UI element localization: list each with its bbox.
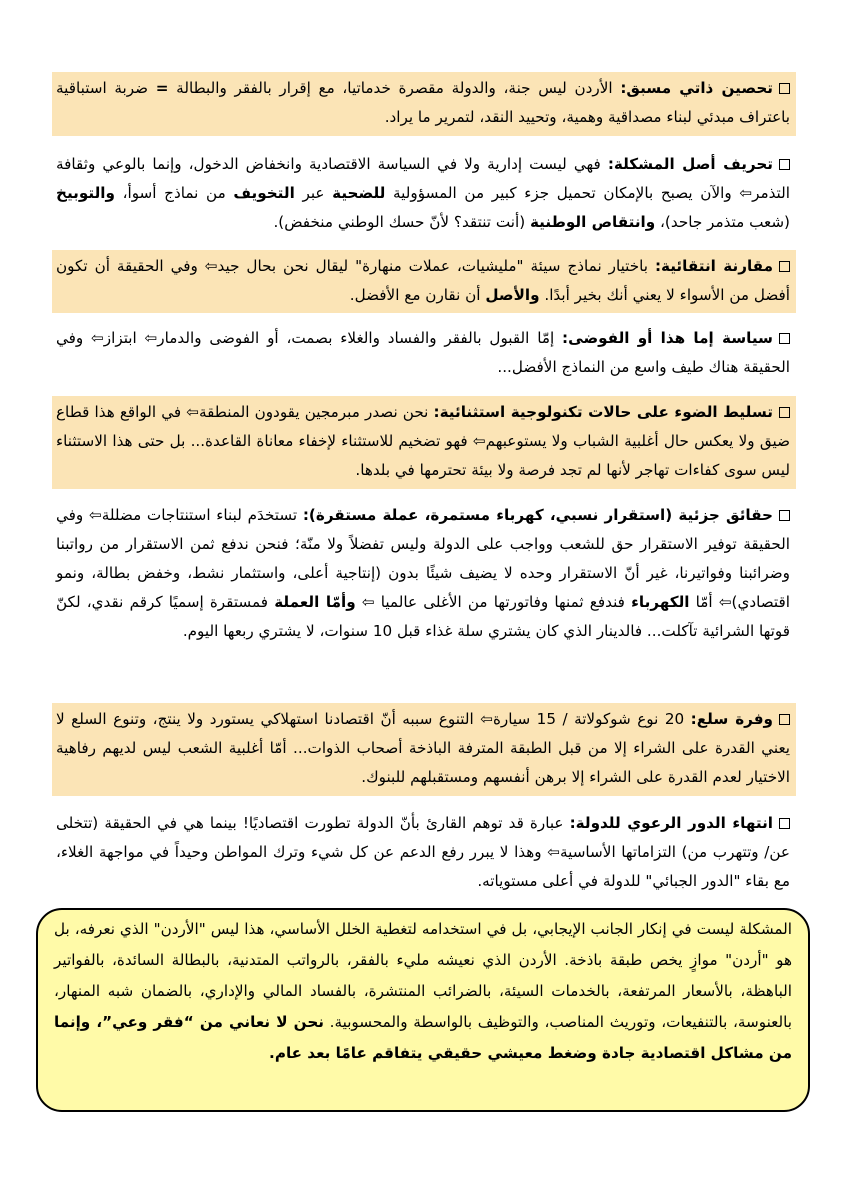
point-title: مقارنة انتقائية: <box>654 257 773 275</box>
point-title: تحصين ذاتي مسبق: <box>620 79 773 97</box>
point-item <box>52 396 796 489</box>
point-text: (شعب متذمر جاحد)، <box>655 213 790 231</box>
point-text: الأردن ليس جنة، والدولة مقصرة خدماتيا، مع إقرار بالفقر والبطالة <box>168 79 621 97</box>
checkbox-square-icon <box>779 714 790 725</box>
point-item <box>52 807 796 901</box>
checkbox-square-icon <box>779 261 790 272</box>
point-item <box>52 148 796 241</box>
point-text: عبارة قد توهم القارئ بأنّ الدولة تطورت اقتصاديًا! بينما هي في الحقيقة (تتخلى عن/ وتتهرب من) التزاماتها الأساسية⇦ وهذا لا يبرر رفع الدعم عن كل شيء وترك المواطن وحيداً في مواجهة الغلاء، مع بقاء "الدور الجبائي" للدولة في أعلى مستوياته. <box>56 814 790 890</box>
point-title: حقائق جزئية (استقرار نسبي، كهرباء مستمرة، عملة مستقرة): <box>302 506 773 524</box>
point-item <box>52 72 796 136</box>
point-text: فندفع ثمنها وفاتورتها من الأغلى عالميا ⇦ <box>355 593 632 611</box>
checkbox-square-icon <box>779 407 790 418</box>
conclusion-text: المشكلة ليست في إنكار الجانب الإيجابي، بل في استخدامه لتغطية الخلل الأساسي، هذا ليس "الأردن" الذي نعرفه، بل هو "أردن" موازٍ يخص طبقة باذخة. الأردن الذي نعيشه مليء بالفقر، بالرواتب المتدنية، بالبطالة السائدة، بالفواتير الباهظة، بالأسعار المرتفعة، بالخدمات السيئة، بالضرائب المنتشرة، بالفساد المالي والإداري، بالضمان شبه المنهار، بالعنوسة، بالتنفيعات، وتوريث المناصب، والتوظيف بالواسطة والمحسوبية. <box>54 920 792 1031</box>
point-emphasis: وأمّا العملة <box>274 593 356 611</box>
point-title: سياسة إما هذا أو الفوضى: <box>562 329 773 347</box>
point-item <box>52 250 796 313</box>
point-text: نحن نصدر مبرمجين يقودون المنطقة⇦ في الواقع هذا قطاع ضيق ولا يعكس حال أغلبية الشباب ولا يستوعبهم⇦ فهو تضخيم للاستثناء لإخفاء معاناة القاعدة... بل حتى هذا الاستثناء ليس سوى كفاءات تهاجر لأنها لم تجد فرصة ولا بيئة تحترمها في بلدها. <box>56 403 790 479</box>
point-emphasis: = <box>155 79 169 97</box>
point-item <box>52 499 796 693</box>
point-text: أن نقارن مع الأفضل. <box>349 286 486 304</box>
point-title: تحريف أصل المشكلة: <box>607 155 774 173</box>
point-text: من نماذج أسوأ، <box>114 184 234 202</box>
checkbox-square-icon <box>779 333 790 344</box>
checkbox-square-icon <box>779 510 790 521</box>
point-text: (أنت تنتقد؟ لأنّ حسك الوطني منخفض). <box>273 213 530 231</box>
point-text: 20 نوع شوكولاتة / 15 سيارة⇦ التنوع سببه أنّ اقتصادنا استهلاكي يستورد ولا ينتج، وتنوع السلع لا يعني القدرة على الشراء إلا من قبل الطبقة المترفة الباذخة أصحاب الذوات... أمّا أغلبية الشعب ليس لديهم رفاهية الاختيار لعدم القدرة على الشراء إلا برهن أنفسهم ومستقبلهم للبنوك. <box>56 710 790 786</box>
checkbox-square-icon <box>779 818 790 829</box>
point-emphasis: والتوبيخ <box>56 184 115 202</box>
point-title: وفرة سلع: <box>690 710 773 728</box>
conclusion-highlight: نحن لا نعاني من “فقر وعي”، وإنما من مشاكل اقتصادية جادة وضغط معيشي حقيقي يتفاقم عامًا بعد عام. <box>54 1013 792 1062</box>
point-title: تسليط الضوء على حالات تكنولوجية استثنائية: <box>433 403 773 421</box>
point-text: إمّا القبول بالفقر والفساد والغلاء بصمت، أو الفوضى والدمار⇦ ابتزاز⇦ وفي الحقيقة هناك طيف واسع من النماذج الأفضل... <box>56 329 790 376</box>
point-emphasis: الكهرباء <box>631 593 690 611</box>
point-emphasis: التخويف <box>233 184 295 202</box>
conclusion-box <box>36 908 810 1112</box>
point-title: انتهاء الدور الرعوي للدولة: <box>569 814 773 832</box>
point-text: عبر <box>294 184 333 202</box>
point-text: ضربة استباقية باعتراف مبدئي لبناء مصداقية وهمية، وتحييد النقد، لتمرير ما يراد. <box>56 79 790 126</box>
point-item <box>52 703 796 796</box>
point-item <box>52 322 796 386</box>
point-text: تستخدَم لبناء استنتاجات مضللة⇦ وفي الحقيقة توفير الاستقرار حق للشعب وواجب على الدولة وليس تفضلاً ولا منّة؛ فنحن ندفع ثمن الاستقرار من رواتبنا وضرائبنا وفواتيرنا، غير أنّ الاستقرار وحده لا يضيف شيئًا بدون (إنتاجية أعلى، واستثمار نشط، وخفض بطالة، ونمو اقتصادي)⇦ أمّا <box>56 506 790 611</box>
point-text: فمستقرة إسميًا كرقم نقدي، لكنّ قوتها الشرائية تآكلت... فالدينار الذي كان يشتري سلة غذاء قبل 10 سنوات، لا يشتري ربعها اليوم. <box>56 593 790 640</box>
point-emphasis: والأصل <box>485 286 540 304</box>
checkbox-square-icon <box>779 83 790 94</box>
checkbox-square-icon <box>779 159 790 170</box>
point-text: باختيار نماذج سيئة "مليشيات، عملات منهارة" ليقال نحن بحال جيد⇦ وفي الحقيقة أن تكون أفضل من الأسواء لا يعني أنك بخير أبدًا. <box>56 257 790 304</box>
point-emphasis: للضحية <box>332 184 386 202</box>
point-text: فهي ليست إدارية ولا في السياسة الاقتصادية وانخفاض الدخول، وإنما بالوعي وثقافة التذمر⇦ والآن يصبح بالإمكان تحميل جزء كبير من المسؤولية <box>56 155 790 202</box>
point-emphasis: وانتقاص الوطنية <box>529 213 656 231</box>
